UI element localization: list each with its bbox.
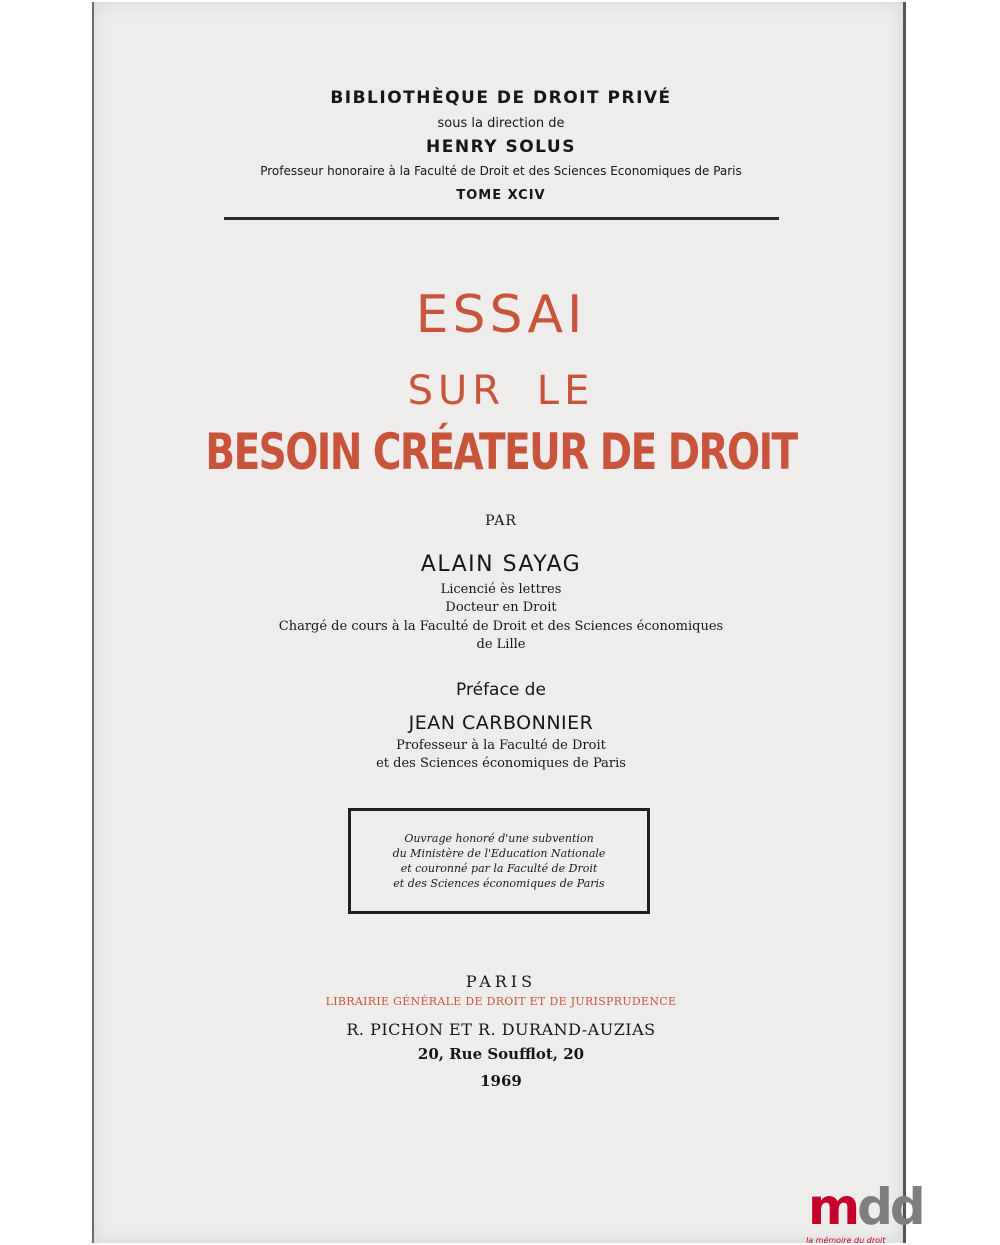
preface-credential-2: et des Sciences économiques de Paris: [376, 756, 626, 771]
award-line-4: et des Sciences économiques de Paris: [393, 877, 605, 890]
publisher-house: LIBRAIRIE GÉNÉRALE DE DROIT ET DE JURISPRUDENCE: [325, 995, 677, 1008]
award-line-1: Ouvrage honoré d'une subvention: [404, 832, 594, 845]
book-title-line-1: ESSAI: [415, 285, 587, 345]
series-tome: TOME XCIV: [456, 188, 546, 203]
author-credential-3: Chargé de cours à la Faculté de Droit et des Sciences économiques: [278, 619, 724, 634]
author-credential-4: de Lille: [476, 637, 526, 652]
preface-author-name: JEAN CARBONNIER: [408, 712, 594, 734]
book-title-line-3: BESOIN CRÉATEUR DE DROIT: [205, 423, 797, 481]
publisher-owners: R. PICHON ET R. DURAND-AUZIAS: [346, 1020, 656, 1039]
book-title-line-2: SUR LE: [407, 368, 595, 414]
preface-label: Préface de: [456, 680, 546, 700]
series-title: BIBLIOTHÈQUE DE DROIT PRIVÉ: [330, 88, 672, 108]
author-name: ALAIN SAYAG: [420, 552, 582, 577]
publisher-city: PARIS: [465, 972, 537, 991]
award-line-3: et couronné par la Faculté de Droit: [400, 862, 598, 875]
author-credential-1: Licencié ès lettres: [440, 582, 562, 597]
header-divider: [224, 217, 779, 220]
series-direction-label: sous la direction de: [437, 116, 565, 131]
series-director-title: Professeur honoraire à la Faculté de Droit et des Sciences Economiques de Paris: [260, 164, 742, 178]
series-director: HENRY SOLUS: [426, 137, 576, 157]
logo-tagline: la mémoire du droit: [806, 1236, 886, 1245]
author-by-label: PAR: [485, 513, 517, 529]
preface-credential-1: Professeur à la Faculté de Droit: [396, 738, 606, 753]
logo-letters-dd: dd: [857, 1178, 923, 1236]
publication-year: 1969: [480, 1072, 522, 1090]
award-box: [348, 808, 650, 914]
publisher-address: 20, Rue Soufflot, 20: [417, 1045, 585, 1063]
logo-letter-m: m: [808, 1178, 858, 1236]
author-credential-2: Docteur en Droit: [445, 600, 557, 615]
award-line-2: du Ministère de l'Education Nationale: [392, 847, 606, 860]
mdd-logo: [806, 1178, 923, 1245]
book-cover: [92, 2, 906, 1243]
